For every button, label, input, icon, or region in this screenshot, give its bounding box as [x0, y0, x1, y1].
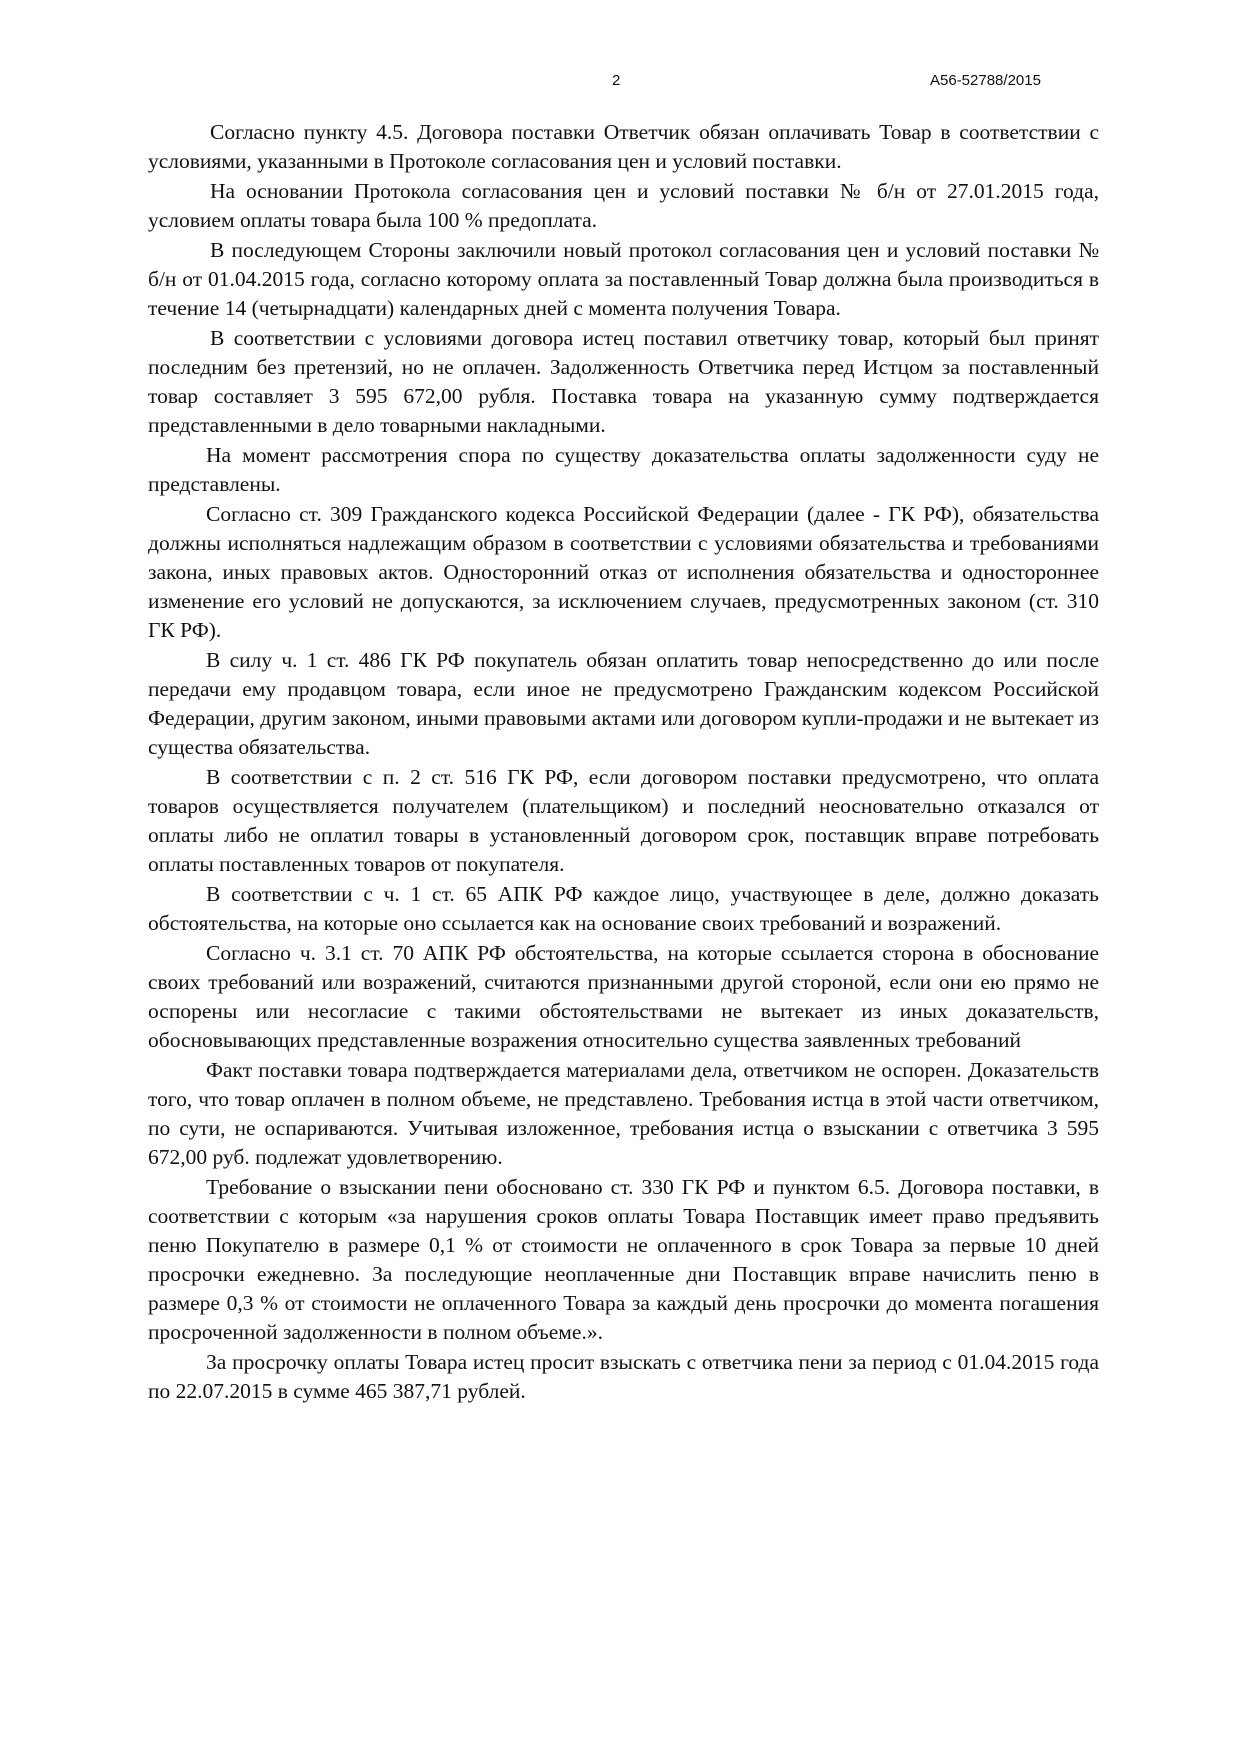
paragraph: Согласно ч. 3.1 ст. 70 АПК РФ обстоятельства, на которые ссылается сторона в обоснование своих требований или возражений, считаются признанными другой стороной, если они ею прямо не оспорены или несогласие с такими обстоятельствами не вытекает из иных доказательств, обосновывающих представленные возражения относительно существа заявленных требований [148, 941, 1099, 1052]
paragraph: В соответствии с условиями договора истец поставил ответчику товар, который был принят последним без претензий, но не оплачен. Задолженность Ответчика перед Истцом за поставленный товар составляет 3 595 672,00 рубля. Поставка товара на указанную сумму подтверждается представленными в дело товарными накладными. [148, 326, 1099, 437]
paragraph: Требование о взыскании пени обосновано ст. 330 ГК РФ и пунктом 6.5. Договора поставки, в соответствии с которым «за нарушения сроков оплаты Товара Поставщик имеет право предъявить пеню Покупателю в размере 0,1 % от стоимости не оплаченного в срок Товара за первые 10 дней просрочки ежедневно. За последующие неоплаченные дни Поставщик вправе начислить пеню в размере 0,3 % от стоимости не оплаченного Товара за каждый день просрочки до момента погашения просроченной задолженности в полном объеме.». [148, 1175, 1099, 1344]
paragraph: В соответствии с п. 2 ст. 516 ГК РФ, если договором поставки предусмотрено, что оплата товаров осуществляется получателем (плательщиком) и последний неосновательно отказался от оплаты либо не оплатил товары в установленный договором срок, поставщик вправе потребовать оплаты поставленных товаров от покупателя. [148, 765, 1099, 876]
paragraph: В силу ч. 1 ст. 486 ГК РФ покупатель обязан оплатить товар непосредственно до или после передачи ему продавцом товара, если иное не предусмотрено Гражданским кодексом Российской Федерации, другим законом, иными правовыми актами или договором купли-продажи и не вытекает из существа обязательства. [148, 648, 1099, 759]
paragraph: Согласно пункту 4.5. Договора поставки Ответчик обязан оплачивать Товар в соответствии с условиями, указанными в Протоколе согласования цен и условий поставки. [148, 120, 1099, 173]
paragraph: Факт поставки товара подтверждается материалами дела, ответчиком не оспорен. Доказательств того, что товар оплачен в полном объеме, не представлено. Требования истца в этой части ответчиком, по сути, не оспариваются. Учитывая изложенное, требования истца о взыскании с ответчика 3 595 672,00 руб. подлежат удовлетворению. [148, 1058, 1099, 1169]
paragraph: На момент рассмотрения спора по существу доказательства оплаты задолженности суду не представлены. [148, 443, 1099, 496]
case-number: А56-52788/2015 [930, 72, 1041, 89]
paragraph: За просрочку оплаты Товара истец просит взыскать с ответчика пени за период с 01.04.2015 года по 22.07.2015 в сумме 465 387,71 рублей. [148, 1350, 1099, 1403]
paragraph: На основании Протокола согласования цен и условий поставки № б/н от 27.01.2015 года, условием оплаты товара была 100 % предоплата. [148, 179, 1099, 232]
paragraph: Согласно ст. 309 Гражданского кодекса Российской Федерации (далее - ГК РФ), обязательства должны исполняться надлежащим образом в соответствии с условиями обязательства и требованиями закона, иных правовых актов. Односторонний отказ от исполнения обязательства и одностороннее изменение его условий не допускаются, за исключением случаев, предусмотренных законом (ст. 310 ГК РФ). [148, 502, 1099, 642]
page-header [0, 72, 1241, 96]
document-body [148, 118, 1099, 1407]
paragraph: В соответствии с ч. 1 ст. 65 АПК РФ каждое лицо, участвующее в деле, должно доказать обстоятельства, на которые оно ссылается как на основание своих требований и возражений. [148, 882, 1099, 935]
paragraph: В последующем Стороны заключили новый протокол согласования цен и условий поставки № б/н от 01.04.2015 года, согласно которому оплата за поставленный Товар должна была производиться в течение 14 (четырнадцати) календарных дней с момента получения Товара. [148, 238, 1099, 320]
page-number: 2 [612, 72, 621, 89]
